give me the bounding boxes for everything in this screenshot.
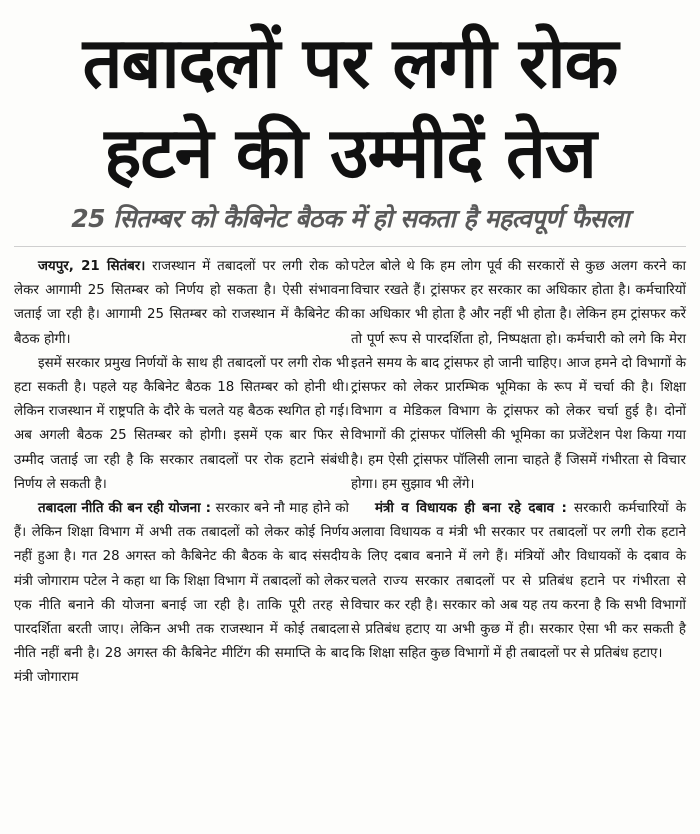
left-column [14,255,349,691]
right-paragraph-2 [351,497,686,666]
left-subheading: तबादला नीति की बन रही योजना : [38,501,212,517]
right-subheading: मंत्री व विधायक ही बना रहे दबाव : [375,501,567,517]
right-paragraph-2-text: सरकारी कर्मचारियों के अलावा विधायक व मंत्री भी सरकार पर तबादलों पर लगी रोक हटाने के लिए दबाव बनाने में लगे हैं। मंत्रियों और विधायकों के दबाव के चलते राज्य सरकार तबादलों पर से प्रतिबंध हटाने पर गंभीरता से विचार कर रही है। सरकार को अब यह तय करना है कि सभी विभागों से प्रतिबंध हटाए या अभी कुछ में ही। सरकार ऐसा भी कर सकती है कि शिक्षा सहित कुछ विभागों में ही तबादलों पर से प्रतिबंध हटाए। [351,501,686,662]
left-paragraph-1-text: राजस्थान में तबादलों पर लगी रोक को लेकर आगामी 25 सितम्बर को निर्णय हो सकता है। ऐसी संभावना जताई जा रही है। आगामी 25 सितम्बर को राजस्थान में कैबिनेट की बैठक होगी। [14,259,350,347]
right-column [351,255,686,691]
headline [14,0,686,198]
subheadline: 25 सितम्बर को कैबिनेट बैठक में हो सकता है महत्वपूर्ण फैसला [71,204,629,233]
left-paragraph-1 [14,255,349,352]
left-paragraph-3-text: सरकार बने नौ माह होने को हैं। लेकिन शिक्षा विभाग में अभी तक तबादलों को लेकर कोई निर्णय नहीं हुआ है। गत 28 अगस्त को कैबिनेट की बैठक के बाद संसदीय मंत्री जोगाराम पटेल ने कहा था कि शिक्षा विभाग में तबादलों को लेकर एक नीति बनाने की योजना बनाई जा रही है। ताकि पूरी तरह से पारदर्शिता बरती जाए। लेकिन अभी तक राजस्थान में कोई तबादला नीति नहीं बनी है। 28 अगस्त की कैबिनेट मीटिंग की समाप्ति के बाद मंत्री जोगाराम [14,501,349,686]
headline-line-1: तबादलों पर लगी रोक [82,22,618,104]
headline-line-2: हटने की उम्मीदें तेज [104,112,596,194]
dateline: जयपुर, 21 सितंबर। [38,259,146,274]
left-paragraph-3 [14,497,349,691]
right-paragraph-1: पटेल बोले थे कि हम लोग पूर्व की सरकारों से कुछ अलग करने का विचार रखते हैं। ट्रांसफर हर सरकार का अधिकार होता है। कर्मचारियों का अधिकार भी होता है और नहीं भी होता है। लेकिन हम ट्रांसफर करें तो पूर्ण रूप से पारदर्शिता हो, निष्पक्षता हो। कर्मचारी को लगे कि मेरा इतने समय के बाद ट्रांसफर हो जानी चाहिए। आज हमने दो विभागों के ट्रांसफर को लेकर प्रारम्भिक भूमिका के रूप में चर्चा की है। शिक्षा विभाग व मेडिकल विभाग के ट्रांसफर को लेकर चर्चा हुई है। दोनों विभागों की ट्रांसफर पॉलिसी की भूमिका का प्रजेंटेशन पेश किया गया है। हम ऐसी ट्रांसफर पॉलिसी लाना चाहते हैं जिसमें गंभीरता से विचार होगा। हम सुझाव भी लेंगे। [351,259,686,492]
article-body [14,255,686,691]
left-paragraph-2: इसमें सरकार प्रमुख निर्णयों के साथ ही तबादलों पर लगी रोक भी हटा सकती है। पहले यह कैबिनेट बैठक 18 सितम्बर को होनी थी। लेकिन राजस्थान में राष्ट्रपति के दौरे के चलते यह बैठक स्थगित हो गई। अब अगली बैठक 25 सितम्बर को होगी। इसमें एक बार फिर से उम्मीद जताई जा रही है कि सरकार तबादलों पर रोक हटाने संबंधी निर्णय ले सकती है। [14,355,349,492]
divider [14,246,686,247]
